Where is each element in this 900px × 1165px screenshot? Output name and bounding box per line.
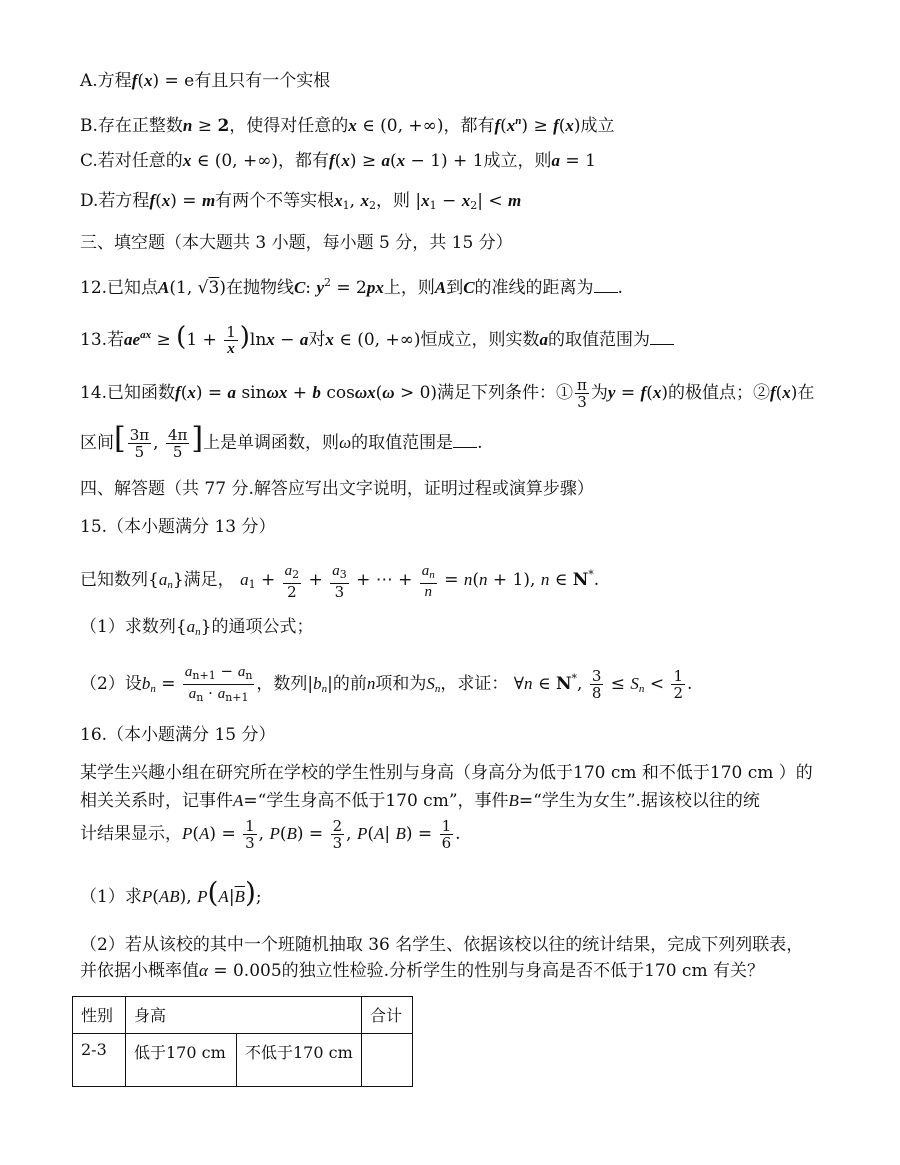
- table-cell-high: 不低于170 cm: [237, 1034, 362, 1087]
- question-15-part-2: （2）设$b_n$ = $\frac{a_{n+1} - a_n}{a_n \cdot a_{n+1}}$ ，数列$|b_n|$的前n项和为$S_n$，求证： ∀n ∈ N*, $\frac{3}{8}$ ≤ $S_n$ < $\frac{1}{2}$ .: [80, 662, 693, 704]
- table-cell-total: [362, 1034, 413, 1087]
- question-16-line-3: 计结果显示，P(A) = $\frac{1}{3}$ , P(B) = $\frac{2}{3}$ , P(A| B) = $\frac{1}{6}$ .: [80, 817, 461, 852]
- question-12: 12.已知点A(1, √3)在抛物线C: $y^2 = 2px$上，则A到C的准线的距离为 .: [80, 276, 623, 298]
- answer-blank: [650, 328, 674, 345]
- answer-blank: [453, 431, 477, 448]
- question-16-part-1: （1）求P(AB), $P(A|\overline{B})$;: [80, 876, 262, 909]
- option-c: C.若对任意的x ∈ (0, +∞)，都有f(x) ≥ a(x − 1) + 1成立，则a = 1: [80, 151, 596, 171]
- table-header-gender: 性别: [73, 997, 126, 1034]
- question-14: 14.已知函数f(x) = a sinωx + b cosωx(ω > 0)满足下列条件：① $\frac{\pi}{3}$ 为y = f(x)的极值点；②f(x)在: [80, 376, 815, 411]
- question-13: 13.若$ae^{ax} \ge (1$ + $\frac{1}{x}$ )lnx − a对x ∈ (0, +∞)恒成立，则实数a的取值范围为: [80, 318, 674, 357]
- question-15-title: 15.（本小题满分 13 分）: [80, 517, 276, 537]
- question-15-part-1: （1）求数列$\{a_n\}$的通项公式；: [80, 617, 314, 638]
- question-16-part-2-line-1: （2）若从该校的其中一个班随机抽取 36 名学生、依据该校以往的统计结果，完成下列列联表，: [80, 935, 804, 955]
- question-16-part-2-line-2: 并依据小概率值α = 0.005的独立性检验.分析学生的性别与身高是否不低于170 cm 有关？: [80, 961, 764, 981]
- section-3-heading: 三、填空题（本大题共 3 小题，每小题 5 分，共 15 分）: [80, 233, 513, 253]
- table-row-label: 2-3: [73, 1034, 126, 1087]
- option-a: A.方程f(x) = e有且只有一个实根: [80, 71, 331, 91]
- answer-blank: [594, 276, 618, 293]
- question-14-line-2: 区间[ $\frac{3\pi}{5}$ , $\frac{4\pi}{5}$ ]上是单调函数，则ω的取值范围是 .: [80, 421, 483, 461]
- contingency-table: [72, 996, 413, 1087]
- question-15-stem: 已知数列$\{a_n\}$满足， $a_1$ + $\frac{a_2}{2}$ + $\frac{a_3}{3}$ + ⋯ + $\frac{a_n}{n}$ = n(n + 1), n ∈ N*.: [80, 562, 600, 601]
- question-16-title: 16.（本小题满分 15 分）: [80, 725, 276, 745]
- option-b: B.存在正整数n ≥ 2，使得对任意的x ∈ (0, +∞)，都有$f(x^n) \ge f(x)$成立: [80, 115, 615, 136]
- section-4-heading: 四、解答题（共 77 分.解答应写出文字说明，证明过程或演算步骤）: [80, 479, 594, 499]
- table-header-height: 身高: [126, 997, 362, 1034]
- table-header-total: 合计: [362, 997, 413, 1034]
- question-16-line-1: 某学生兴趣小组在研究所在学校的学生性别与身高（身高分为低于170 cm 和不低于170 cm ）的: [80, 763, 813, 783]
- table-cell-low: 低于170 cm: [126, 1034, 237, 1087]
- question-16-line-2: 相关关系时，记事件A=“学生身高不低于170 cm”，事件B=“学生为女生”.据该校以往的统: [80, 791, 760, 811]
- option-d: D.若方程f(x) = m有两个不等实根$x_1$, $x_2$，则 $|x_1 - x_2| < m$: [80, 191, 522, 212]
